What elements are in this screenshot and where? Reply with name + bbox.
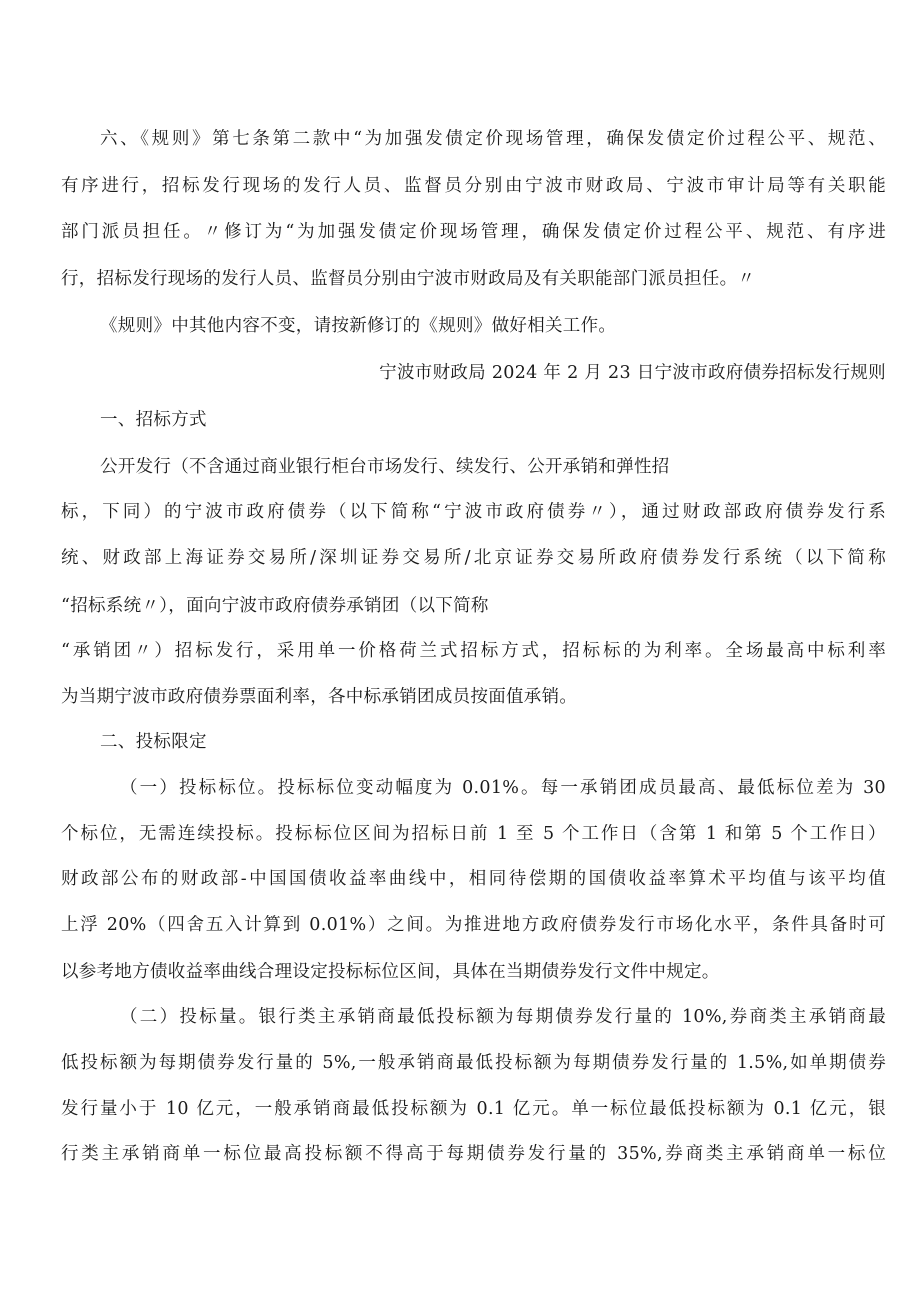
section-1-line-4: “招标系统〃），面向宁波市政府债券承销团（以下简称 xyxy=(61,596,489,616)
section-2-1-line-4: 上浮 20%（四舍五入计算到 0.01%）之间。为推进地方政府债券发行市场化水平，条件具备时可 xyxy=(61,915,886,935)
section-6-line-2: 有序进行，招标发行现场的发行人员、监督员分别由宁波市财政局、宁波市审计局等有关职能 xyxy=(61,176,886,196)
signature-line: 宁波市财政局 2024 年 2 月 23 日宁波市政府债券招标发行规则 xyxy=(379,363,886,383)
section-1-line-1: 公开发行（不含通过商业银行柜台市场发行、续发行、公开承销和弹性招 xyxy=(100,457,670,477)
section-2-1-line-2: 个标位，无需连续投标。投标标位区间为招标日前 1 至 5 个工作日（含第 1 和第 5 个工作日） xyxy=(61,824,886,844)
section-2-2-line-3: 发行量小于 10 亿元，一般承销商最低投标额为 0.1 亿元。单一标位最低投标额为 0.1 亿元，银 xyxy=(61,1099,886,1119)
section-1-line-2: 标，下同）的宁波市政府债券（以下简称“宁波市政府债券〃），通过财政部政府债券发行系 xyxy=(61,502,886,522)
section-6-line-3: 部门派员担任。〃修订为“为加强发债定价现场管理，确保发债定价过程公平、规范、有序进 xyxy=(61,222,886,242)
section-1-line-5: “承销团〃）招标发行，采用单一价格荷兰式招标方式，招标标的为利率。全场最高中标利率 xyxy=(61,641,886,661)
section-2-2-line-2: 低投标额为每期债券发行量的 5%,一般承销商最低投标额为每期债券发行量的 1.5%,如单期债券 xyxy=(61,1053,886,1073)
section-1-line-6: 为当期宁波市政府债券票面利率，各中标承销团成员按面值承销。 xyxy=(61,687,578,707)
section-6-line-1: 六、《规则》第七条第二款中“为加强发债定价现场管理，确保发债定价过程公平、规范、 xyxy=(100,129,886,149)
section-2-1-line-5: 以参考地方债收益率曲线合理设定投标标位区间，具体在当期债券发行文件中规定。 xyxy=(61,962,720,982)
section-2-1-line-1: （一）投标标位。投标标位变动幅度为 0.01%。每一承销团成员最高、最低标位差为 30 xyxy=(120,778,886,798)
section-1-line-3: 统、财政部上海证券交易所/深圳证券交易所/北京证券交易所政府债券发行系统（以下简称 xyxy=(61,548,886,568)
closing-note: 《规则》中其他内容不变，请按新修订的《规则》做好相关工作。 xyxy=(100,316,617,336)
section-2-1-line-3: 财政部公布的财政部-中国国债收益率曲线中，相同待偿期的国债收益率算术平均值与该平均值 xyxy=(61,869,886,889)
section-2-2-line-1: （二）投标量。银行类主承销商最低投标额为每期债券发行量的 10%,券商类主承销商最 xyxy=(120,1007,886,1027)
section-2-2-line-4: 行类主承销商单一标位最高投标额不得高于每期债券发行量的 35%,券商类主承销商单一标位 xyxy=(61,1144,886,1164)
section-6-line-4: 行，招标发行现场的发行人员、监督员分别由宁波市财政局及有关职能部门派员担任。〃 xyxy=(61,269,756,289)
heading-bid-limits: 二、投标限定 xyxy=(100,732,207,752)
heading-bidding-method: 一、招标方式 xyxy=(100,410,207,430)
